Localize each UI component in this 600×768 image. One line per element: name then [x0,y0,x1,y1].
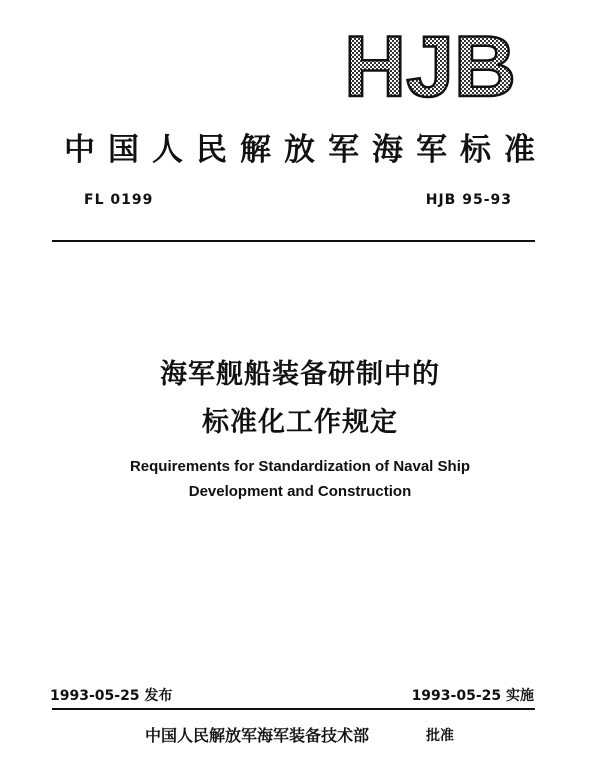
top-divider [52,240,535,242]
classification-code: FL 0199 [84,192,154,208]
bottom-divider [52,708,535,710]
chinese-title-line-1: 海军舰船装备研制中的 [160,359,440,390]
standard-number: HJB 95-93 [425,192,512,208]
standard-organization-heading: 中国人民解放军海军标准 [64,132,548,168]
approval-label: 批准 [426,728,454,744]
hjb-logo-graphic [340,28,520,106]
chinese-title-line-2: 标准化工作规定 [202,407,398,438]
implementation-date: 1993-05-25 实施 [411,688,534,704]
approving-authority: 中国人民解放军海军装备技术部 [145,726,370,745]
english-title-line-2: Development and Construction [188,483,412,500]
logo-text: HJB [343,28,517,106]
issue-date: 1993-05-25 发布 [50,688,173,704]
english-title-line-1: Requirements for Standardization of Naval Ship [129,458,471,475]
hjb-logo [340,28,520,106]
